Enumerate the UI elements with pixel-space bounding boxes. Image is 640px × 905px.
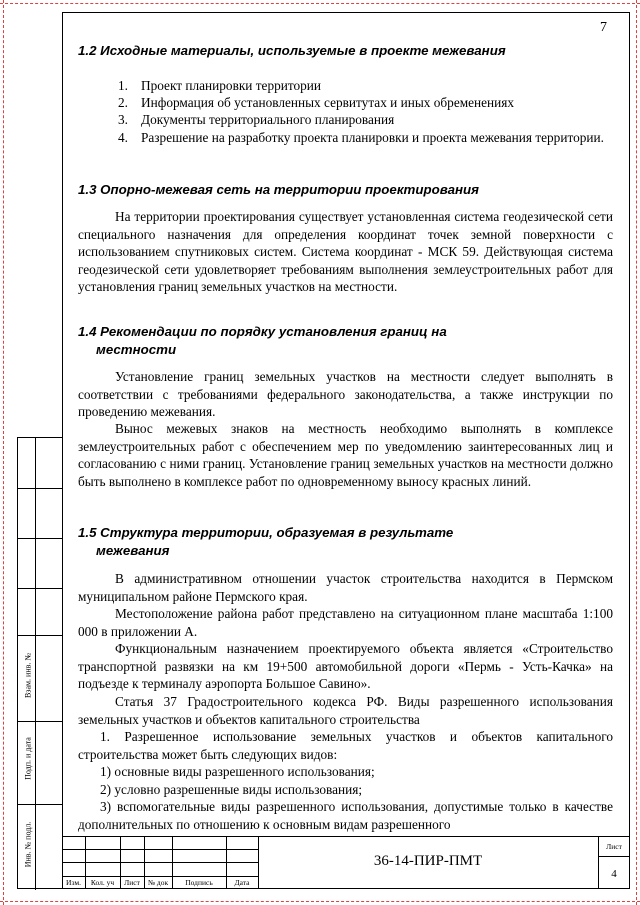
- col-label-list: Лист: [124, 878, 140, 887]
- col-label-podp: Подпись: [185, 878, 213, 887]
- section-heading-1-3: 1.3 Опорно-межевая сеть на территории проектирования: [78, 182, 479, 197]
- document-code: 36-14-ПИР-ПМТ: [373, 853, 483, 869]
- sidebar-row-line: [18, 588, 62, 589]
- page-number: 7: [600, 20, 607, 35]
- col-label-kol: Кол. уч: [90, 878, 115, 887]
- sidebar-label-signature-date: Подп. и дата: [23, 737, 33, 780]
- source-materials-list: [118, 77, 613, 146]
- paragraph: Местоположение района работ представлено на ситуационном плане масштаба 1:100 000 в приложении А.: [78, 606, 613, 639]
- section-heading-1-4-line1: 1.4 Рекомендации по порядку установления границ на: [78, 324, 447, 339]
- sheet-label: Лист: [606, 842, 622, 851]
- paragraph: 1) основные виды разрешенного использования;: [100, 764, 375, 779]
- sidebar-stamp: [17, 437, 62, 889]
- sidebar-label-inv-original: Инв. № подл.: [23, 821, 33, 868]
- list-item: 1. Проект планировки территории: [118, 78, 322, 93]
- col-label-data: Дата: [234, 878, 250, 887]
- list-item: 2. Информация об установленных сервитутах и иных обременениях: [118, 95, 515, 111]
- title-block-line: [62, 849, 258, 850]
- title-block-line: [62, 836, 630, 837]
- title-block-line: [62, 876, 258, 877]
- sheet-number: 4: [611, 868, 617, 880]
- title-block: [62, 836, 630, 889]
- sidebar-divider: [35, 438, 36, 890]
- cut-line-top: [0, 3, 640, 4]
- paragraph: В административном отношении участок строительства находится в Пермском муниципальном районе Пермского края.: [78, 571, 613, 604]
- paragraph: На территории проектирования существует установленная система геодезической сети специального назначения для определения координат точек земной поверхности с использованием спутниковых систем. Система координат - МСК 59. Действующая система геодезической сети удовлетворяет требованиям выполнения землеустроительных работ для установления границ земельных участков на местности.: [78, 209, 613, 295]
- title-block-line: [62, 862, 258, 863]
- section-heading-1-2: 1.2 Исходные материалы, используемые в проекте межевания: [78, 43, 506, 58]
- cut-line-right: [636, 0, 637, 905]
- col-label-ndok: № док: [147, 878, 169, 887]
- cut-line-left: [3, 0, 4, 905]
- sidebar-row-line: [18, 538, 62, 539]
- list-item: 3. Документы территориального планирования: [118, 112, 395, 128]
- paragraph: 1. Разрешенное использование земельных участков и объектов капитального строительства может быть следующих видов:: [78, 729, 613, 762]
- paragraph: 3) вспомогательные виды разрешенного использования, допустимые только в качестве дополнительных по отношению к основным видам разрешенного: [78, 799, 613, 832]
- sidebar-row-line: [18, 488, 62, 489]
- title-block-line: [598, 856, 630, 857]
- cut-line-bottom: [0, 901, 640, 902]
- section-heading-1-5-line2: межевания: [96, 543, 170, 558]
- paragraph: Установление границ земельных участков на местности следует выполнять в соответствии с требованиями федерального законодательства, а также инструкции по проведению межевания.: [78, 369, 613, 420]
- section-heading-1-4-line2: местности: [96, 342, 177, 357]
- paragraph: 2) условно разрешенные виды использования;: [100, 782, 363, 797]
- paragraph: Вынос межевых знаков на местность необходимо выполнять в комплексе землеустроительных работ с обеспечением мер по уведомлению заинтересованных лиц и согласованию с ними границ. Установление границ земельных участков на местности должно быть выполнено в комплексе работ по одновременному выносу красных линий.: [78, 421, 613, 489]
- col-label-izm: Изм.: [66, 878, 81, 887]
- section-heading-1-5-line1: 1.5 Структура территории, образуемая в результате: [78, 525, 454, 540]
- paragraph: Функциональным назначением проектируемого объекта является «Строительство транспортной развязки на км 19+500 автомобильной дороги «Пермь - Усть-Качка» на подъезде к терминалу аэропорта Большое Савино».: [78, 641, 613, 692]
- sidebar-label-replace-inv: Взам. инв. №: [23, 652, 33, 699]
- paragraph: Статья 37 Градостроительного кодекса РФ. Виды разрешенного использования земельных участков и объектов капитального строительства: [78, 694, 613, 727]
- list-item: 4. Разрешение на разработку проекта планировки и проекта межевания территории.: [118, 129, 604, 145]
